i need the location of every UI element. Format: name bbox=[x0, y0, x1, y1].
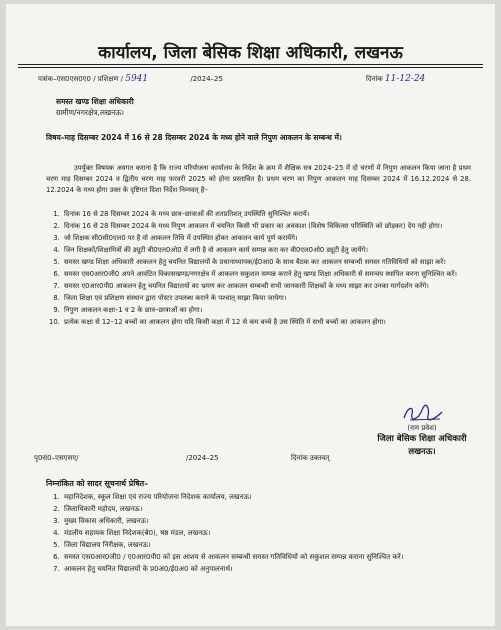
signatory-designation: जिला बेसिक शिक्षा अधिकारी bbox=[377, 434, 467, 444]
instruction-item: 1. दिनांक 16 से 28 दिसम्बर 2024 के मध्य छात्र–छात्राओं की शतप्रतिशत् उपस्थिति सुनिश्चित करायें। bbox=[62, 209, 482, 220]
header-rule-bottom bbox=[18, 67, 483, 68]
copy-date: दिनांक उक्तवत् bbox=[291, 454, 330, 462]
copy-recipient: 4. मंडलीय सहायक शिक्षा निदेशक(बे0), षष्ठ मंडल, लखनऊ। bbox=[62, 527, 495, 539]
instruction-item: 2. दिनांक 16 से 28 दिसम्बर 2024 के मध्य निपुण आकलन में चयनित किसी भी प्रकार का अवकाश (विशेष चिकित्सा परिस्थिति को छोड़कर) देय नही होगा। bbox=[62, 221, 482, 232]
recipient-block bbox=[56, 96, 134, 118]
reference-label: पत्रांक–एस0एस0ए0 / प्रशिक्षण / bbox=[38, 75, 123, 83]
recipient-line-2: ग्रामीण/नगरक्षेत्र,लखनऊ। bbox=[56, 108, 125, 117]
letter-date bbox=[366, 74, 425, 84]
copy-recipient: 2. जिलाधिकारी महोदय, लखनऊ। bbox=[62, 503, 495, 515]
header-rule-top bbox=[18, 64, 483, 65]
instruction-item: 8. जिला शिक्षा एवं प्रशिक्षण संस्थान द्वारा पोस्टर उपलब्ध कराने के पश्चात् साझा किया जायेगा। bbox=[62, 293, 482, 304]
instruction-item: 5. समस्त खण्ड शिक्षा अधिकारी आकलन हेतु चयनित विद्यालयों के प्रधानाध्यापक/ई0आ0 के साथ बैठक कर आकलन सम्बन्धी समस्त गतिविधियों को साझा करें। bbox=[62, 257, 482, 268]
copy-recipients-list bbox=[46, 491, 495, 575]
instruction-item: 7. समस्त ए0आर0पी0 आकलन हेतु चयनित विद्यालयों का भ्रमण कर आकलन सम्बन्धी सभी जानकारी शिक्षकों के मध्य साझा कर उनका मार्गदर्शन करेंगे। bbox=[62, 281, 482, 292]
office-title: कार्यालय, जिला बेसिक शिक्षा अधिकारी, लखनऊ bbox=[98, 43, 403, 63]
copy-reference: पृ0सं0–एसएसए/ bbox=[34, 454, 79, 462]
signatory-location: लखनऊ। bbox=[408, 447, 436, 457]
letter-page bbox=[6, 4, 495, 626]
copy-recipient: 1. महानिदेशक, स्कूल शिक्षा एवं राज्य परियोजना निदेशक कार्यालय, लखनऊ। bbox=[62, 491, 495, 503]
intro-continued-text: 2024–25 में दो चरणों में निपुण आकलन किया जाना है प्रथम चरण माह दिसम्बर 2024 व द्वितीय चरण माह फरवरी 2025 को होना प्रस्तावित है। प्रथम चरण का निपुण आकलन माह दिसम्बर 2024 में 16.12.2024 से 28. 12.2024 के मध्य होगा उक्त के दृष्टिगत दिशा निर्देश निम्नवत् है– bbox=[46, 164, 471, 194]
instruction-list bbox=[46, 209, 482, 329]
signatory-name: (राम प्रवेश) bbox=[407, 424, 437, 432]
copy-recipient: 5. जिला विद्यालय निरीक्षक, लखनऊ। bbox=[62, 539, 495, 551]
copy-intro: निम्नांकित को सादर सूचनार्थ प्रेषित– bbox=[46, 479, 149, 488]
reference-year: /2024–25 bbox=[190, 75, 223, 83]
handwritten-signature bbox=[352, 402, 492, 424]
instruction-item: 6. समस्त एस0आर0जी0 अपने आवंटित विकासखण्ड/नगरक्षेत्र में आकलन सकुशल सम्पन्न कराने हेतु खण्ड शिक्षा अधिकारी से समन्वय स्थापित करना सुनिश्चित करें। bbox=[62, 269, 482, 280]
reference-number: 5941 bbox=[125, 74, 149, 84]
copy-reference-year: /2024–25 bbox=[186, 454, 219, 462]
copy-recipient: 7. आकलन हेतु चयनित विद्यालयों के प्र0अ0/ई0अ0 को अनुपालनार्थ। bbox=[62, 563, 495, 575]
copy-recipient: 3. मुख्य विकास अधिकारी, लखनऊ। bbox=[62, 515, 495, 527]
instruction-item: 3. जो शिक्षक सी0सी0एल0 पर है वो आकलन तिथि में उपस्थित होकर आकलन कार्य पूर्ण करायेंगे। bbox=[62, 233, 482, 244]
signature-block bbox=[352, 402, 492, 459]
letter-subject: विषय–माह दिसम्बर 2024 में 16 से 28 दिसम्बर 2024 के मध्य होने वाले निपुण आकलन के सम्बन्ध में। bbox=[46, 133, 342, 142]
instruction-item: 9. निपुण आकलन कक्षा–1 व 2 के छात्र–छात्राओं का होगा। bbox=[62, 305, 482, 316]
intro-indented-text: उपर्युक्त विषयक अवगत कराना है कि राज्य परियोजना कार्यालय के निर्देश के क्रम में शैक्षिक सत्र bbox=[74, 164, 312, 172]
date-label: दिनांक bbox=[366, 75, 383, 83]
date-value: 11-12-24 bbox=[384, 74, 426, 84]
instruction-item: 10. प्रत्येक कक्षा से 12–12 बच्चों का आकलन होगा यदि किसी कक्षा में 12 से कम बच्चे है उस स्थिति में सभी बच्चों का आकलन होगा। bbox=[62, 317, 482, 328]
letter-reference bbox=[38, 74, 223, 84]
intro-paragraph bbox=[46, 163, 471, 196]
recipient-line-1: समस्त खण्ड शिक्षा अधिकारी bbox=[56, 97, 134, 106]
instruction-item: 4. जिन शिक्षकों/शिक्षामित्रों की ड्यूटी बी0एल0ओ0 में लगी है वो आकलन कार्य सम्पन्न करा कर बी0एल0ओ0 ड्यूटी हेतु जायेंगे। bbox=[62, 245, 482, 256]
copy-recipient: 6. समस्त एस0आर0जी0 / ए0आर0पी0 को इस आशय से आकलन सम्बन्धी समस्त गतिविधियों को सकुशल सम्पन्न कराना सुनिश्चित करें। bbox=[62, 551, 495, 563]
